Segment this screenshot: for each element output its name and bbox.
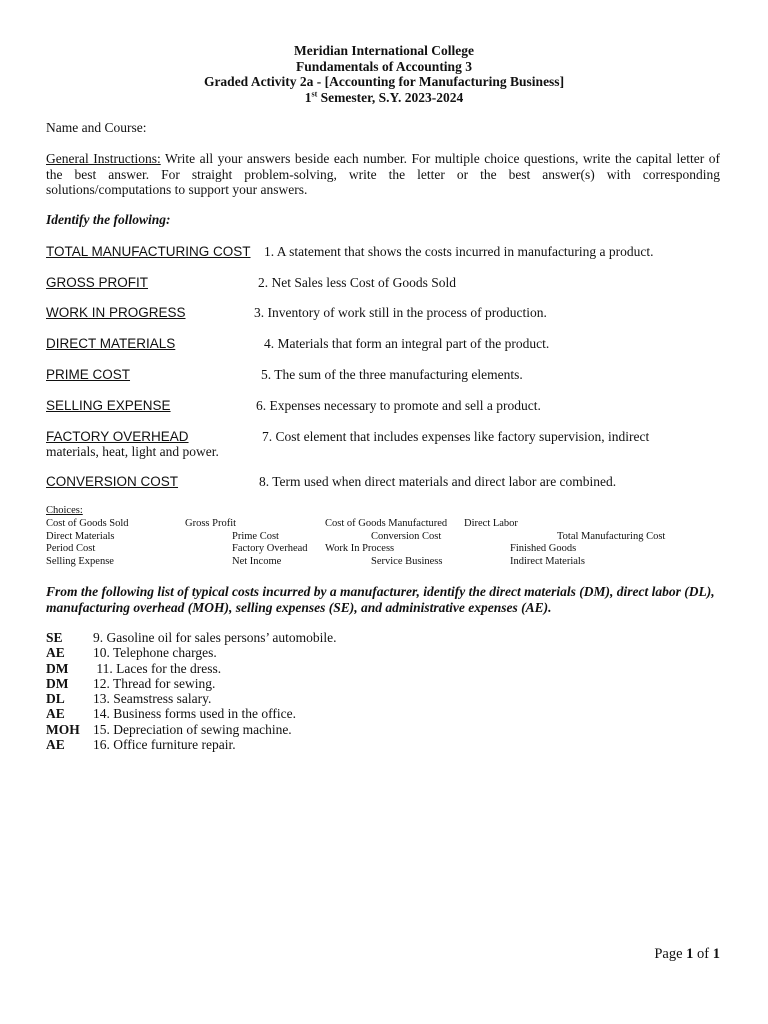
identify-heading: Identify the following: xyxy=(46,212,171,227)
choice-item: Work In Process xyxy=(325,543,395,555)
classification-heading: From the following list of typical costs incurred by a manufacturer, identify the direct materials (DM), direct labor (DL), manufacturing overhead (MOH), selling expenses (SE), and administrative expenses (AE). xyxy=(46,584,715,615)
choice-item: Indirect Materials xyxy=(510,556,585,568)
choice-item: Conversion Cost xyxy=(371,530,442,542)
answer: PRIME COST xyxy=(46,367,131,382)
choice-item: Prime Cost xyxy=(232,530,279,542)
instructions-text: Write all your answers beside each number. For multiple choice questions, write the capital letter of the best answer. For straight problem-solving, write the letter or the best answer(s) with corresponding solutions/computations to support your answers. xyxy=(46,151,720,197)
answer: SELLING EXPENSE xyxy=(46,398,171,413)
choice-item: Direct Labor xyxy=(464,517,518,529)
course-title: Fundamentals of Accounting 3 xyxy=(296,58,472,74)
document-header xyxy=(0,43,768,105)
cost-text: 16. Office furniture repair. xyxy=(93,737,236,753)
general-instructions xyxy=(46,151,720,198)
answer: GROSS PROFIT xyxy=(46,275,149,290)
choice-item: Gross Profit xyxy=(185,517,237,529)
choice-item: Factory Overhead xyxy=(232,543,308,555)
cost-text: 15. Depreciation of sewing machine. xyxy=(93,721,292,737)
cost-code: SE xyxy=(46,630,63,645)
choice-item: Finished Goods xyxy=(510,543,577,555)
cost-text: 13. Seamstress salary. xyxy=(93,691,212,707)
cost-code: DM xyxy=(46,675,69,691)
cost-code: AE xyxy=(46,706,65,722)
cost-code: MOH xyxy=(46,721,80,737)
choice-item: Service Business xyxy=(371,556,443,568)
answer: WORK IN PROGRESS xyxy=(46,305,186,320)
question-text: 2. Net Sales less Cost of Goods Sold xyxy=(258,275,457,290)
cost-text: 14. Business forms used in the office. xyxy=(93,706,296,722)
choices-list xyxy=(46,505,726,569)
cost-text: 12. Thread for sewing. xyxy=(93,675,216,691)
choices-label: Choices: xyxy=(46,505,83,516)
answer: DIRECT MATERIALS xyxy=(46,336,176,351)
activity-title: Graded Activity 2a - [Accounting for Manufacturing Business] xyxy=(203,74,565,89)
cost-text: 11. Laces for the dress. xyxy=(93,660,222,676)
question-text: 5. The sum of the three manufacturing elements. xyxy=(261,367,523,382)
cost-code: AE xyxy=(46,645,65,661)
question-text: 4. Materials that form an integral part of the product. xyxy=(264,336,550,351)
choice-item: Cost of Goods Sold xyxy=(46,517,129,529)
answer: FACTORY OVERHEAD xyxy=(46,429,189,444)
instructions-label: General Instructions: xyxy=(46,151,161,166)
semester-line: 1st Semester, S.Y. 2023-2024 xyxy=(304,89,464,105)
cost-text: 9. Gasoline oil for sales persons’ automobile. xyxy=(93,630,337,645)
cost-text: 10. Telephone charges. xyxy=(93,645,217,661)
question-text: 7. Cost element that includes expenses like factory supervision, indirect xyxy=(262,429,650,444)
choice-item: Cost of Goods Manufactured xyxy=(325,517,448,529)
choice-item: Direct Materials xyxy=(46,530,115,542)
choice-item: Total Manufacturing Cost xyxy=(557,530,666,542)
college-name: Meridian International College xyxy=(294,43,474,58)
question-text: 6. Expenses necessary to promote and sell a product. xyxy=(256,398,541,413)
question-text: 3. Inventory of work still in the process of production. xyxy=(254,305,547,320)
choice-item: Period Cost xyxy=(46,543,96,555)
page-number: Page 1 of 1 xyxy=(654,946,720,962)
answer: CONVERSION COST xyxy=(46,474,179,489)
cost-code: AE xyxy=(46,737,65,753)
choice-item: Selling Expense xyxy=(46,556,114,568)
choice-item: Net Income xyxy=(232,556,282,568)
question-text: 1. A statement that shows the costs incurred in manufacturing a product. xyxy=(264,244,654,259)
question-text: 8. Term used when direct materials and direct labor are combined. xyxy=(259,474,617,489)
cost-code: DM xyxy=(46,660,69,676)
name-course-label: Name and Course: xyxy=(46,120,147,135)
answer: TOTAL MANUFACTURING COST xyxy=(46,244,251,259)
cost-code: DL xyxy=(46,691,65,707)
question-7-continuation: materials, heat, light and power. xyxy=(46,444,219,459)
